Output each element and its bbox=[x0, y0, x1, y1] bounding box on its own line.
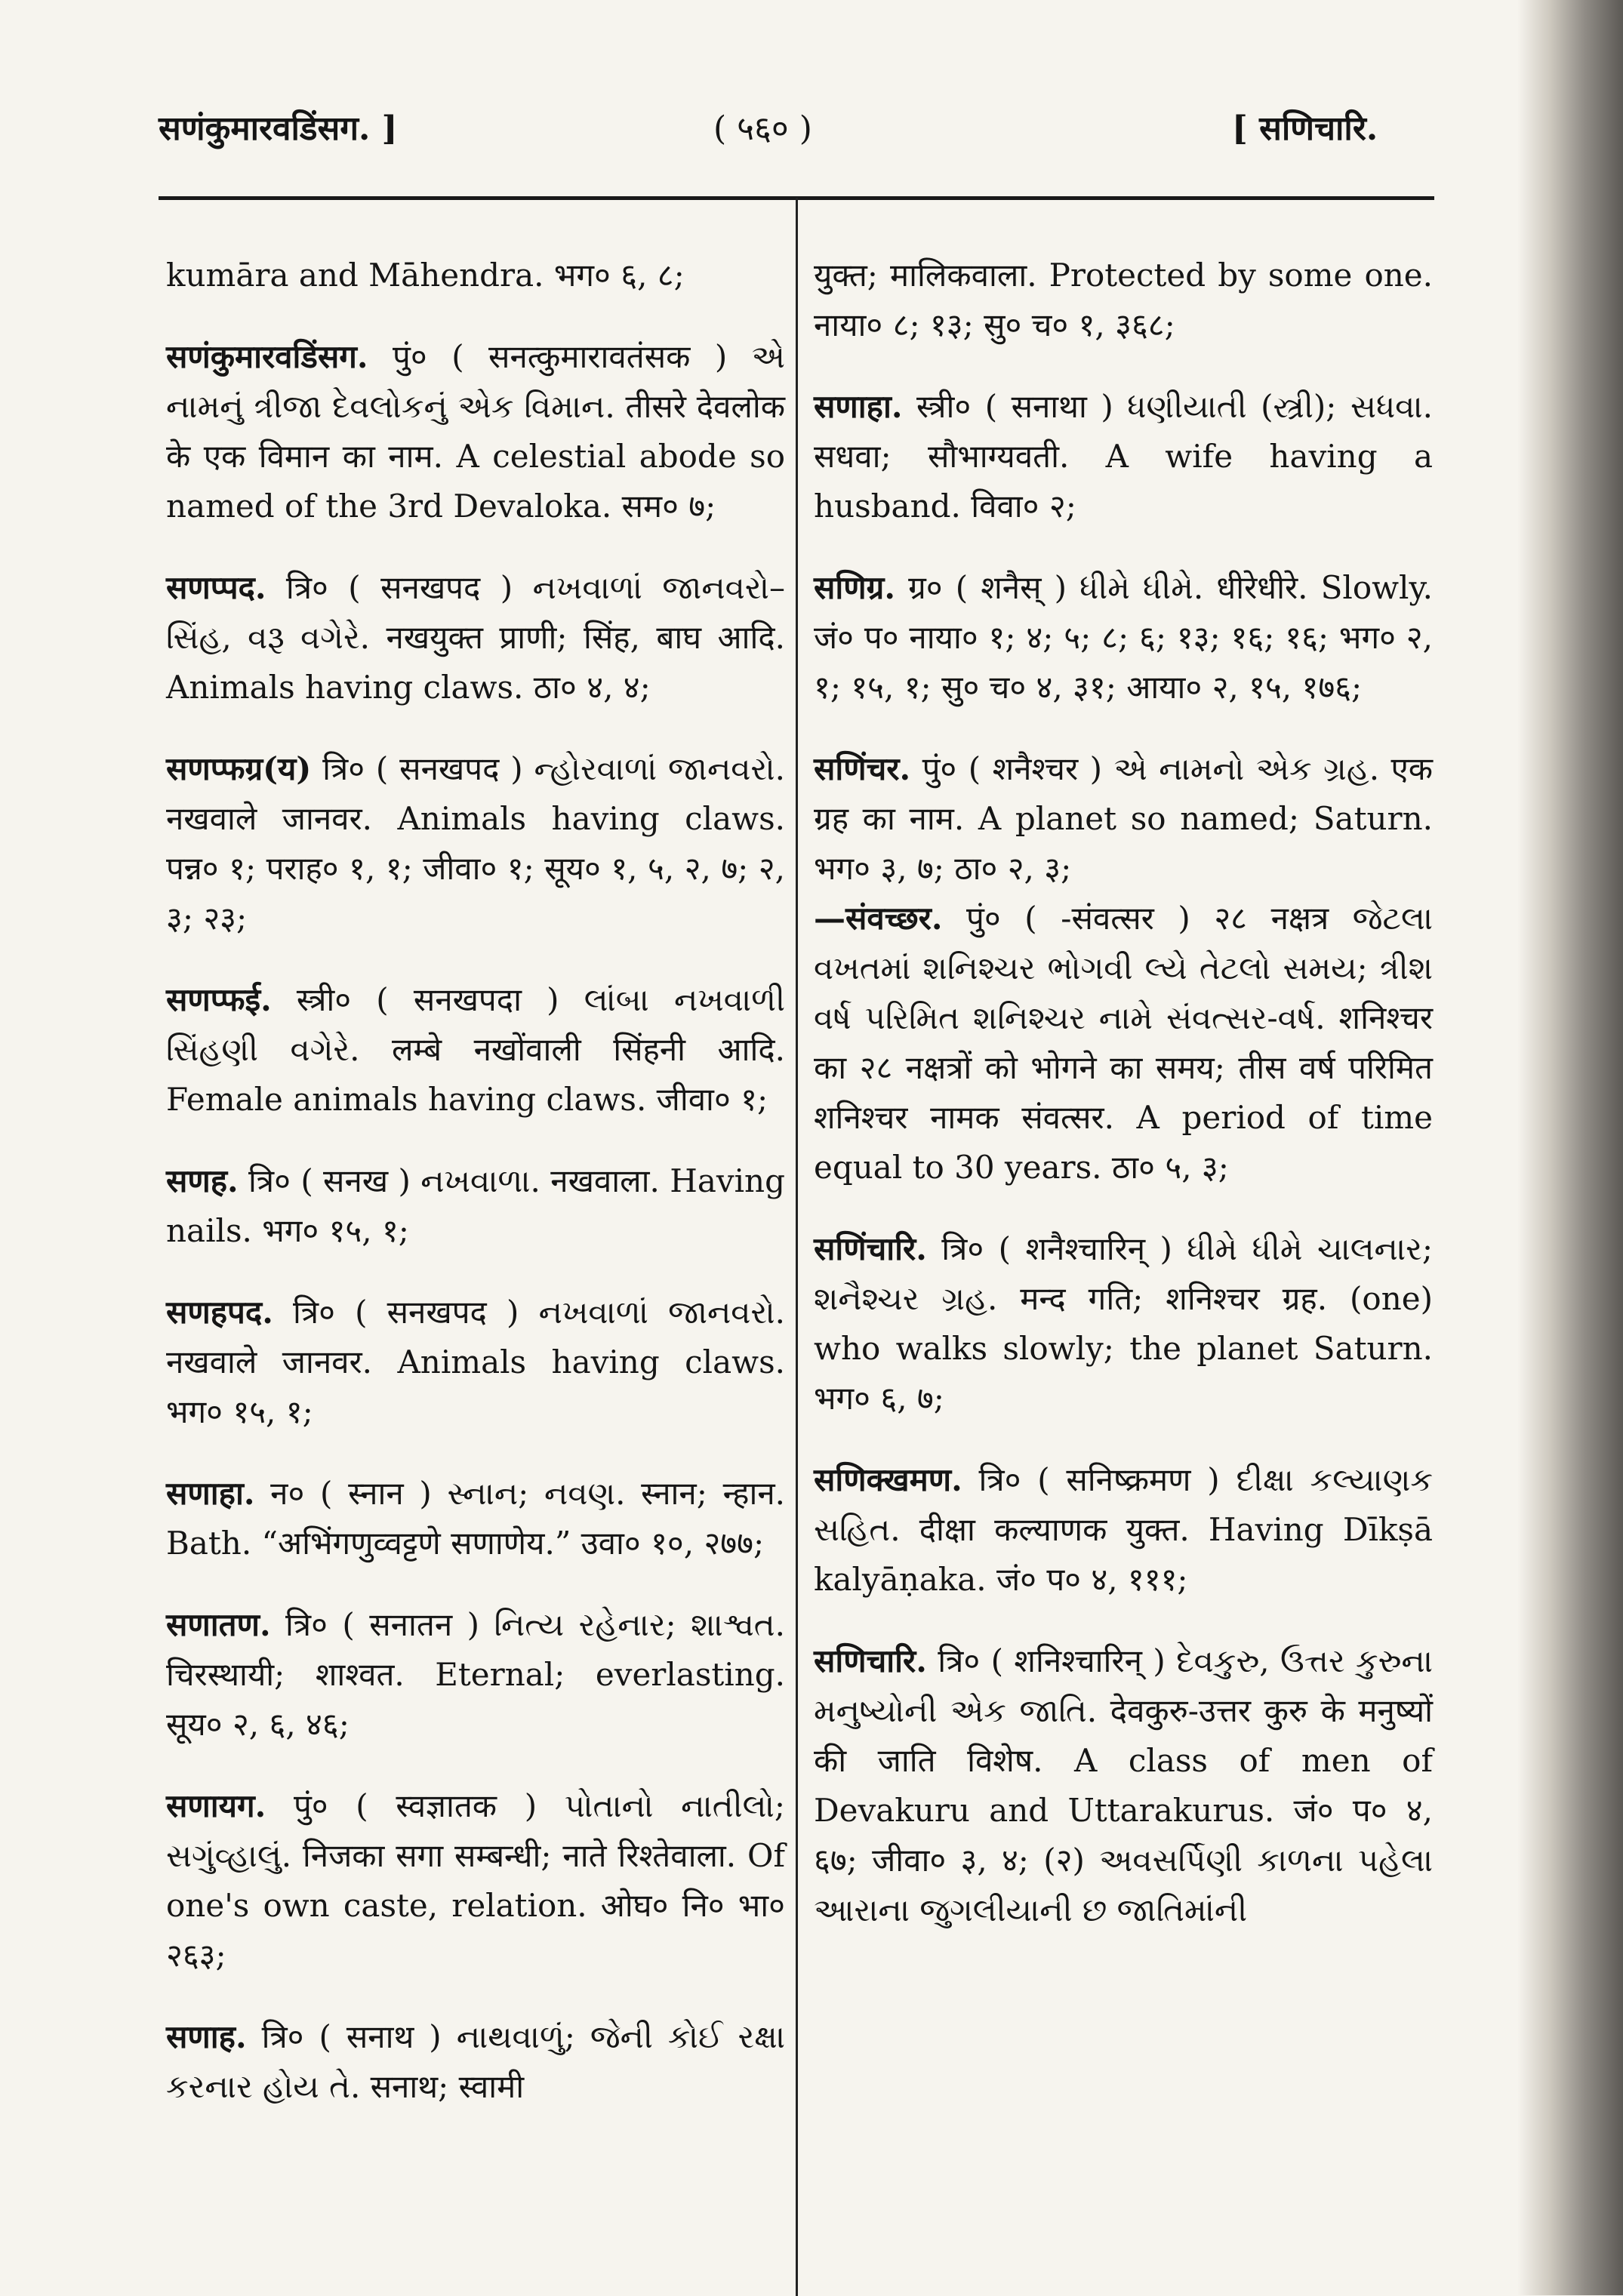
running-head-right: [ सणिचारि. bbox=[1232, 109, 1378, 148]
headword: सणप्फग्र(य) bbox=[166, 750, 312, 787]
definition: पुं० ( स्वज्ञातक ) પોતાનો નાતીલો; સગુંવ્હાલું. निजका सगा सम्बन्धी; नाते रिश्तेवाला. Of one's own caste, relation. ओघ० नि० भा० २६३; bbox=[166, 1787, 785, 1974]
headword: सणाहा. bbox=[166, 1475, 255, 1512]
definition: त्रि० ( सनाथ ) નાથવાળું; જેની કોઈ રક્ષા કરનાર હોય તે. सनाथ; स्वामी bbox=[166, 2018, 785, 2105]
dictionary-entry bbox=[814, 382, 1433, 531]
left-column bbox=[166, 219, 785, 2122]
definition: पुं० ( शनैश्चर ) એ નામનો એક ગ્રહ. एक ग्रह का नाम. A planet so named; Saturn. भग० ३, ७; ठा० २, ३; bbox=[814, 750, 1433, 887]
definition: त्रि० ( सनखपद ) નખવાળાં જાનવરો–સિંહ, વરૂ વગેરે. नखयुक्त प्राणी; सिंह, बाघ आदि. Animals having claws. ठा० ४, ४; bbox=[166, 569, 785, 706]
definition: स्त्री० ( सनाथा ) ધણીયાતી (સ્ત્રી); સધવા. सधवा; सौभाग्यवती. A wife having a husband. विवा० २; bbox=[814, 388, 1433, 525]
definition: न० ( स्नान ) સ્નાન; નવણ. स्नान; न्हान. Bath. “अभिंगणुव्वट्टणे सणाणेय.” उवा० १०, २७७; bbox=[166, 1475, 785, 1562]
headword: सणिक्खमण. bbox=[814, 1461, 962, 1498]
dictionary-entry bbox=[166, 1600, 785, 1750]
headword: सणायग. bbox=[166, 1787, 266, 1824]
headword: सणह. bbox=[166, 1162, 239, 1199]
dictionary-entry: युक्त; मालिकवाला. Protected by some one. नाया० ८; १३; सु० च० १, ३६८; bbox=[814, 257, 1433, 343]
sub-definition: पुं० ( -संवत्सर ) २८ नक्षत्र જેટલા વખતમાં શનિશ્ચર ભોગવી લ્યે તેટલો સમય; ત્રીશ વર્ષ પરિમિત શનિશ્ચર નામે સંવત્સર-વર્ષ. शनिश्चर का २८ नक्षत्रों को भोगने का समय; तीस वर्ष परिमित शनिश्चर नामक संवत्सर. A period of time equal to 30 years. ठा० ५, ३; bbox=[814, 900, 1433, 1186]
definition: पुं० ( सनत्कुमारावतंसक ) એ નામનું ત્રીજા દેવલોકનું એક વિમાન. तीसरे देवलोक के एक विमान का नाम. A celestial abode so named of the 3rd Devaloka. सम० ७; bbox=[166, 338, 785, 525]
dictionary-entry bbox=[814, 563, 1433, 712]
dictionary-entry bbox=[814, 744, 1433, 1193]
definition: त्रि० ( सनखपद ) ન્હોરવાળાં જાનવરો. नखवाले जानवर. Animals having claws. पन्न० १; पराह० १, १; जीवा० १; सूय० १, ५, २, ७; २, ३; २३; bbox=[166, 750, 785, 937]
headword: सणाह. bbox=[166, 2018, 247, 2055]
headword: सणाहा. bbox=[814, 388, 903, 425]
headword: सणहपद. bbox=[166, 1294, 273, 1331]
headword: सणप्पद. bbox=[166, 569, 266, 606]
column-divider bbox=[796, 198, 798, 2296]
dictionary-entry bbox=[166, 1469, 785, 1568]
page-edge-shadow bbox=[1517, 0, 1623, 2295]
definition: त्रि० ( शनिश्चारिन् ) દેવકુરુ, ઉત્તર કુરુના મનુષ્યોની એક જાતિ. देवकुरु-उत्तर कुरु के मनुष्यों की जाति विशेष. A class of men of Devakuru and Uttarakurus. जं० प० ४, ६७; जीवा० ३, ४; (२) અવસર્પિણી કાળના પહેલા આરાના જુગલીયાની છ જાતિમાંની bbox=[814, 1642, 1433, 1928]
headword: सणप्फई. bbox=[166, 981, 272, 1018]
dictionary-entry bbox=[166, 1781, 785, 1981]
dictionary-entry bbox=[166, 2012, 785, 2112]
dictionary-entry: kumāra and Māhendra. भग० ६, ८; bbox=[166, 257, 685, 294]
definition: त्रि० ( सनख ) નખવાળા. नखवाला. Having nails. भग० १५, १; bbox=[166, 1162, 785, 1249]
sub-headword: —संवच्छर. bbox=[814, 900, 943, 937]
definition: त्रि० ( सनातन ) નિત્ય રહેનાર; શાશ્વત. चिरस्थायी; शाश्वत. Eternal; everlasting. सूय० २, ६, ४६; bbox=[166, 1606, 785, 1743]
right-column bbox=[814, 219, 1433, 1946]
definition: त्रि० ( सनिष्क्रमण ) દીક્ષા કલ્યાણક સહિત. दीक्षा कल्याणक युक्त. Having Dīkṣā kalyāṇaka. जं० प० ४, १११; bbox=[814, 1461, 1433, 1598]
running-head-left: सणंकुमारवडिंसग. ] bbox=[159, 109, 398, 148]
definition: त्रि० ( सनखपद ) નખવાળાં જાનવરો. नखवाले जानवर. Animals having claws. भग० १५, १; bbox=[166, 1294, 785, 1430]
headword: सणिंचारि. bbox=[814, 1230, 927, 1267]
headword: सणिचारि. bbox=[814, 1642, 927, 1679]
definition: स्त्री० ( सनखपदा ) લાંબા નખવાળી સિંહણી વગેરે. लम्बे नखोंवाली सिंहनी आदि. Female animals having claws. जीवा० १; bbox=[166, 981, 785, 1118]
definition: त्रि० ( शनैश्चारिन् ) ધીમે ધીમે ચાલનાર; શનૈશ્ચર ગ્રહ. मन्द गति; शनिश्चर ग्रह. (one) who walks slowly; the planet Saturn. भग० ६, ७; bbox=[814, 1230, 1433, 1417]
dictionary-entry bbox=[166, 744, 785, 943]
dictionary-entry bbox=[166, 1156, 785, 1256]
dictionary-entry bbox=[166, 332, 785, 531]
dictionary-entry bbox=[166, 975, 785, 1125]
dictionary-entry bbox=[166, 563, 785, 712]
headword: सणातण. bbox=[166, 1606, 271, 1643]
dictionary-entry bbox=[814, 1224, 1433, 1423]
dictionary-entry bbox=[814, 1455, 1433, 1605]
headword: सणंकुमारवडिंसग. bbox=[166, 338, 368, 375]
definition: ग्र० ( शनैस् ) ધીમે ધીમે. धीरेधीरे. Slowly. जं० प० नाया० १; ४; ५; ८; ६; १३; १६; १६; भग० २, १; १५, १; सु० च० ४, ३१; आया० २, १५, १७६; bbox=[814, 569, 1433, 706]
dictionary-entry bbox=[814, 1636, 1433, 1935]
page-number: ( ५६० ) bbox=[713, 109, 812, 148]
headword: सणिग्र. bbox=[814, 569, 895, 606]
headword: सणिंचर. bbox=[814, 750, 911, 787]
dictionary-entry bbox=[166, 1288, 785, 1437]
